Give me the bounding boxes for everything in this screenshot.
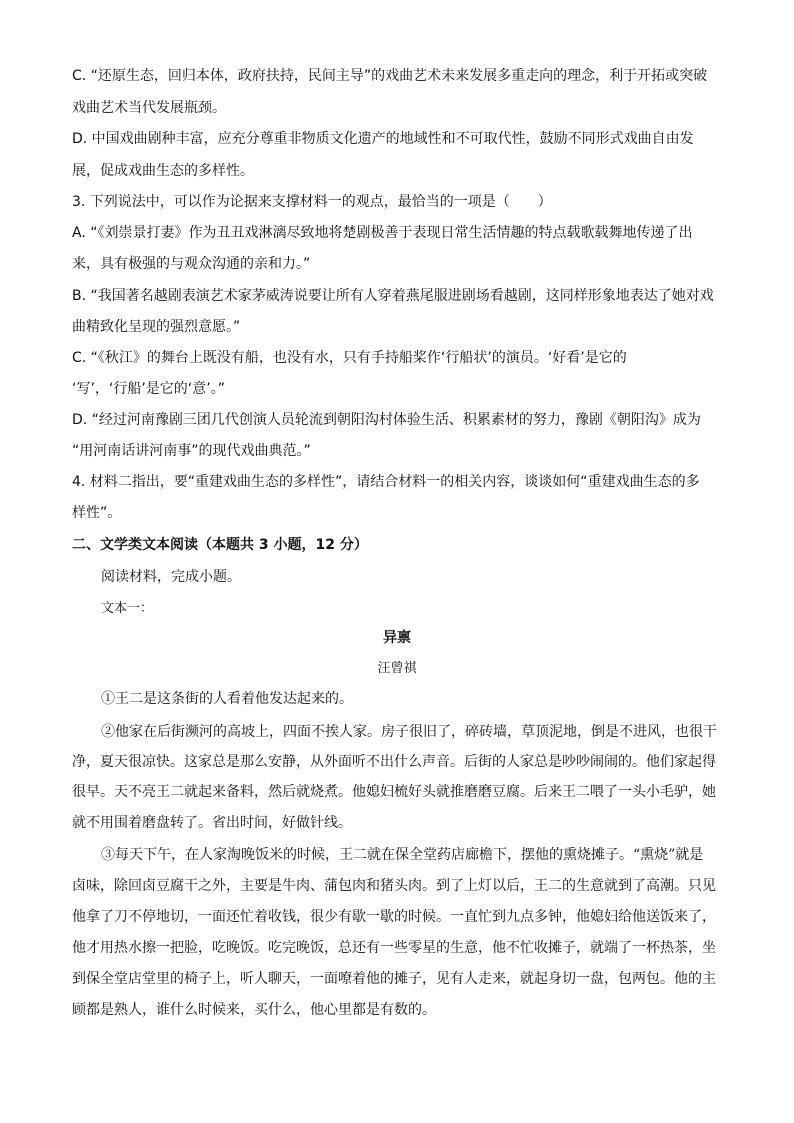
q3-option-b-line2: 曲精致化呈现的强烈意愿。” [72,319,241,335]
story-paragraph-1: ①王二是这条街的人看着他发达起来的。 [101,691,353,707]
story-paragraph-3-line1: ③每天下午，在人家淘晚饭米的时候，王二就在保全堂药店廊檐下，摆他的熏烧摊子。“熏烧”就是 [101,847,704,863]
q2-option-d-line2: 展，促成戏曲生态的多样性。 [72,163,254,179]
story-paragraph-2-line2: 净，夏天很凉快。这家总是那么安静，从外面听不出什么声音。后街的人家总是吵吵闹闹的。他们家起得 [72,754,716,770]
section-instruction: 阅读材料，完成小题。 [101,569,241,585]
text-label: 文本一： [101,601,154,616]
story-paragraph-3-line2: 卤味，除回卤豆腐干之外，主要是牛肉、蒲包肉和猪头肉。到了上灯以后，王二的生意就到了高潮。只见 [72,878,716,894]
story-paragraph-2-line3: 很早。天不亮王二就起来备料，然后就烧煮。他媳妇梳好头就推磨磨豆腐。后来王二喂了一头小毛驴，她 [72,784,716,800]
q2-option-c-line1: C. “还原生态，回归本体，政府扶持，民间主导”的戏曲艺术未来发展多重走向的理念，利于开拓或突破 [72,68,708,84]
q3-option-c-line2: ‘写’，‘行船’是它的‘意’。” [72,381,225,397]
q2-option-c-line2: 戏曲艺术当代发展瓶颈。 [72,100,226,116]
story-paragraph-3-line4: 他才用热水擦一把脸，吃晚饭。吃完晚饭，总还有一些零星的生意，他不忙收摊子，就端了一杯热茶，坐 [72,940,716,956]
q3-option-a-line2: 来，具有极强的与观众沟通的亲和力。” [72,256,311,272]
section-heading: 二、文学类文本阅读（本题共 3 小题，12 分） [72,537,368,553]
story-paragraph-2-line4: 就不用围着磨盘转了。省出时间，好做针线。 [72,815,352,831]
q3-option-d-line2: “用河南话讲河南事”的现代戏曲典范。” [72,443,311,459]
q3-option-a-line1: A. “《刘崇景打妻》作为丑丑戏淋漓尽致地将楚剧极善于表现日常生活情趣的特点载歌载舞地传递了出 [72,225,693,241]
q4-line2: 样性”。 [72,505,122,521]
story-paragraph-2-line1: ②他家在后街濒河的高坡上，四面不挨人家。房子很旧了，碎砖墙，草顶泥地，倒是不进风，也很干 [101,724,717,740]
story-author: 汪曾祺 [377,661,417,676]
q3-option-c-line1: C. “《秋江》的舞台上既没有船，也没有水，只有手持船桨作‘行船状’的演员。‘好看’是它的 [72,350,627,366]
story-paragraph-3-line6: 顾都是熟人，谁什么时候来，买什么，他心里都是有数的。 [72,1002,436,1018]
q4-line1: 4. 材料二指出，要“重建戏曲生态的多样性”，请结合材料一的相关内容，谈谈如何“重建戏曲生态的多 [72,474,700,490]
q3-option-b-line1: B. “我国著名越剧表演艺术家茅威涛说要让所有人穿着燕尾服进剧场看越剧，这同样形象地表达了她对戏 [72,288,714,304]
story-title: 异禀 [383,630,411,646]
story-paragraph-3-line5: 到保全堂店堂里的椅子上，听人聊天，一面嘹着他的摊子，见有人走来，就起身切一盘，包两包。他的主 [72,971,716,987]
q3-stem: 3. 下列说法中，可以作为论据来支撑材料一的观点，最恰当的一项是（ ） [72,194,552,210]
story-paragraph-3-line3: 他拿了刀不停地切，一面还忙着收钱，很少有歇一歇的时候。一直忙到九点多钟，他媳妇给他送饭来了， [72,909,716,925]
q3-option-d-line1: D. “经过河南豫剧三团几代创演人员轮流到朝阳沟村体验生活、积累素材的努力，豫剧《朝阳沟》成为 [72,412,701,428]
q2-option-d-line1: D. 中国戏曲剧种丰富，应充分尊重非物质文化遗产的地域性和不可取代性，鼓励不同形式戏曲自由发 [72,131,694,147]
